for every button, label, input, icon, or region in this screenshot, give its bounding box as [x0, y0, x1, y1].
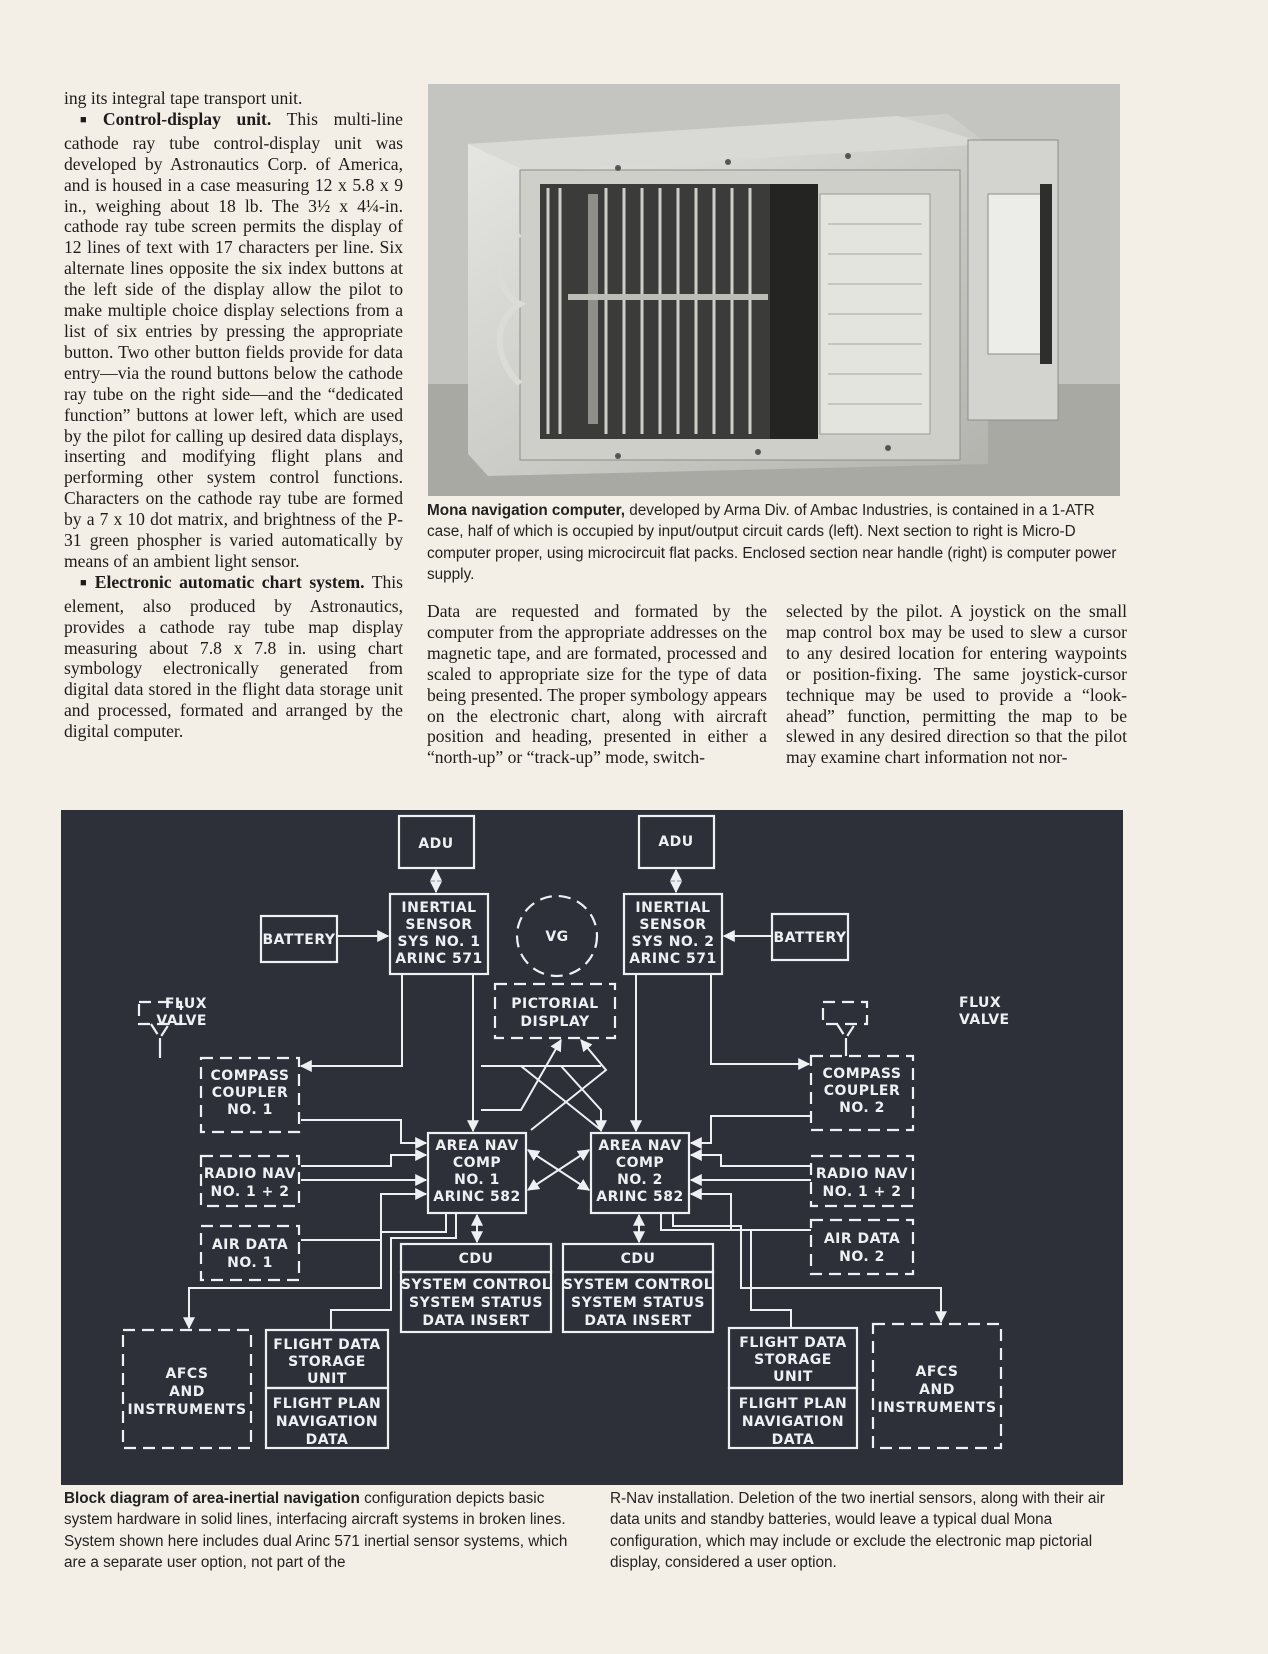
- battery-1-label: BATTERY: [262, 932, 336, 948]
- afcs-2-line-2: AND: [919, 1382, 955, 1398]
- paragraph: Data are requested and formated by the computer from the appropriate addresses on the magnetic tape, and are formated, processed and scaled to appropriate size for the type of data being presented. The proper symbology appears on the electronic chart, along with aircraft position and heading, presented in either a “north-up” or “track-up” mode, switch-: [427, 601, 767, 768]
- fdsu-2-line-2: STORAGE: [754, 1352, 832, 1368]
- cdu-2-func-3: DATA INSERT: [584, 1313, 692, 1329]
- photo-caption: [427, 500, 1127, 586]
- area-nav-1-line-4: ARINC 582: [433, 1189, 521, 1205]
- caption-text: R-Nav installation. Deletion of the two inertial sensors, along with their air data units and standby batteries, would leave a typical dual Mona configuration, which may include or exclude the electronic map pictorial display, considered a user option.: [610, 1490, 1105, 1572]
- area-nav-1-line-1: AREA NAV: [435, 1138, 519, 1154]
- paragraph-lead: Electronic automatic chart system.: [94, 571, 365, 592]
- area-nav-1-line-3: NO. 1: [454, 1172, 500, 1188]
- fpnd-1-line-1: FLIGHT PLAN: [272, 1396, 382, 1412]
- diagram-caption-right: [610, 1488, 1128, 1574]
- area-nav-2-line-1: AREA NAV: [598, 1138, 682, 1154]
- air-data-2-box: [811, 1220, 913, 1274]
- bullet-icon: ■: [80, 113, 98, 126]
- paragraph-text: This multi-line cathode ray tube control-display unit was developed by Astronautics Corp. of America, and is housed in a case measuring 12 x 5.8 x 9 in., weighing about 18 lb. The 3½ x 4¼-in. cathode ray tube screen permits the display of 12 lines of text with 17 characters per line. Six alternate lines opposite the six index buttons at the left side of the display allow the pilot to make multiple choice display selections from a list of six entries by pressing the appropriate button. Two other button fields provide for data entry—via the round buttons below the cathode ray tube on the right side—and the “dedicated function” buttons at lower left, which are used by the pilot for calling up desired data displays, inserting and modifying flight plans and performing other system control functions. Characters on the cathode ray tube are formed by a 7 x 10 dot matrix, and brightness of the P-31 green phospher is varied automatically by means of an ambient light sensor.: [64, 108, 403, 571]
- radio-nav-1-line-2: NO. 1 + 2: [210, 1184, 290, 1200]
- fdsu-1-line-1: FLIGHT DATA: [273, 1337, 381, 1353]
- cdu-1-label: CDU: [458, 1251, 494, 1267]
- paragraph-continuation: ing its integral tape transport unit.: [64, 88, 303, 108]
- area-nav-2-line-2: COMP: [615, 1155, 665, 1171]
- air-data-2-line-1: AIR DATA: [823, 1231, 901, 1247]
- compass-1-line-3: NO. 1: [227, 1102, 273, 1118]
- fdsu-2-line-1: FLIGHT DATA: [739, 1335, 847, 1351]
- caption-lead: Block diagram of area-inertial navigation: [64, 1490, 360, 1507]
- area-nav-1-line-2: COMP: [452, 1155, 502, 1171]
- flux-2-line-1: FLUX: [959, 995, 1002, 1011]
- pictorial-line-1: PICTORIAL: [511, 996, 599, 1012]
- compass-2-line-3: NO. 2: [839, 1100, 885, 1116]
- air-data-1-box: [201, 1226, 299, 1280]
- ins-1-line-1: INERTIAL: [401, 900, 477, 916]
- diagram-caption-left: [64, 1488, 580, 1574]
- adu-1-label: ADU: [418, 836, 454, 852]
- block-diagram: [61, 810, 1123, 1485]
- caption-text: configuration depicts basic system hardware in solid lines, interfacing aircraft systems in broken lines. System shown here includes dual Arinc 571 inertial sensor systems, which are a separate user option, not part of the: [64, 1490, 568, 1572]
- fpnd-2-line-3: DATA: [771, 1432, 815, 1448]
- radio-nav-1-line-1: RADIO NAV: [203, 1166, 297, 1182]
- paragraph: selected by the pilot. A joystick on the small map control box may be used to slew a cursor to any desired location for entering waypoints or position-fixing. The same joystick-cursor technique may be used to provide a “look-ahead” function, permitting the map to be slewed in any desired direction so that the pilot may examine chart information not nor-: [786, 601, 1127, 768]
- fpnd-1-line-2: NAVIGATION: [275, 1414, 379, 1430]
- air-data-1-line-2: NO. 1: [227, 1255, 273, 1271]
- ins-1-line-2: SENSOR: [405, 917, 473, 933]
- vg-label: VG: [545, 929, 569, 945]
- paragraph-text: This element, also produced by Astronautics, provides a cathode ray tube map display measuring about 7.8 x 7.8 in. using chart symbology electronically generated from digital data stored in the flight data storage unit and processed, formated and arranged by the digital computer.: [64, 571, 403, 742]
- paragraph-electronic-chart: [64, 572, 403, 742]
- computer-photo-drawing: [428, 84, 1120, 496]
- fpnd-2-line-1: FLIGHT PLAN: [738, 1396, 848, 1412]
- area-nav-2-line-4: ARINC 582: [596, 1189, 684, 1205]
- radio-nav-2-line-1: RADIO NAV: [815, 1166, 909, 1182]
- cdu-2-func-2: SYSTEM STATUS: [570, 1295, 706, 1311]
- fpnd-2-line-2: NAVIGATION: [741, 1414, 845, 1430]
- cdu-1-func-3: DATA INSERT: [422, 1313, 530, 1329]
- caption-lead: Mona navigation computer,: [427, 502, 626, 519]
- ins-2-line-2: SENSOR: [639, 917, 707, 933]
- computer-photo: [428, 84, 1120, 496]
- left-text-column: [64, 88, 403, 742]
- afcs-1-line-3: INSTRUMENTS: [127, 1402, 247, 1418]
- battery-2-label: BATTERY: [773, 930, 847, 946]
- compass-2-line-2: COUPLER: [823, 1083, 901, 1099]
- paragraph-control-display-unit: [64, 109, 403, 572]
- right-text-column: [786, 601, 1127, 768]
- block-diagram-drawing: [61, 810, 1123, 1485]
- flux-valve-2-shape: [823, 1002, 867, 1038]
- flux-2-line-2: VALVE: [959, 1012, 1010, 1028]
- paragraph-lead: Control-display unit.: [102, 108, 272, 129]
- cdu-2-func-1: SYSTEM CONTROL: [562, 1277, 714, 1293]
- air-data-1-line-1: AIR DATA: [211, 1237, 289, 1253]
- ins-1-line-3: SYS NO. 1: [397, 934, 481, 950]
- fdsu-2-line-3: UNIT: [773, 1369, 813, 1385]
- fdsu-1-line-3: UNIT: [307, 1371, 347, 1387]
- ins-2-line-4: ARINC 571: [629, 951, 717, 967]
- ins-1-line-4: ARINC 571: [395, 951, 483, 967]
- compass-2-line-1: COMPASS: [822, 1066, 902, 1082]
- compass-1-line-1: COMPASS: [210, 1068, 290, 1084]
- caption-text: developed by Arma Div. of Ambac Industries, is contained in a 1-ATR case, half of which is occupied by input/output circuit cards (left). Next section to right is Micro-D computer proper, using microcircuit flat packs. Enclosed section near handle (right) is computer power supply.: [427, 502, 1117, 584]
- middle-text-column: [427, 601, 767, 768]
- air-data-2-line-2: NO. 2: [839, 1249, 885, 1265]
- bullet-icon: ■: [80, 576, 90, 589]
- flux-1-line-1: FLUX: [164, 996, 207, 1012]
- ins-2-line-1: INERTIAL: [635, 900, 711, 916]
- cdu-1-func-2: SYSTEM STATUS: [408, 1295, 544, 1311]
- compass-1-line-2: COUPLER: [211, 1085, 289, 1101]
- fdsu-1-line-2: STORAGE: [288, 1354, 366, 1370]
- ins-2-line-3: SYS NO. 2: [631, 934, 715, 950]
- cdu-2-label: CDU: [620, 1251, 656, 1267]
- afcs-2-line-3: INSTRUMENTS: [877, 1400, 997, 1416]
- cdu-1-func-1: SYSTEM CONTROL: [400, 1277, 552, 1293]
- pictorial-line-2: DISPLAY: [520, 1014, 590, 1030]
- radio-nav-2-line-2: NO. 1 + 2: [822, 1184, 902, 1200]
- flux-1-line-2: VALVE: [156, 1013, 207, 1029]
- fpnd-1-line-3: DATA: [305, 1432, 349, 1448]
- adu-2-label: ADU: [658, 834, 694, 850]
- area-nav-2-line-3: NO. 2: [617, 1172, 663, 1188]
- afcs-2-line-1: AFCS: [915, 1364, 959, 1380]
- afcs-1-line-2: AND: [169, 1384, 205, 1400]
- afcs-1-line-1: AFCS: [165, 1366, 209, 1382]
